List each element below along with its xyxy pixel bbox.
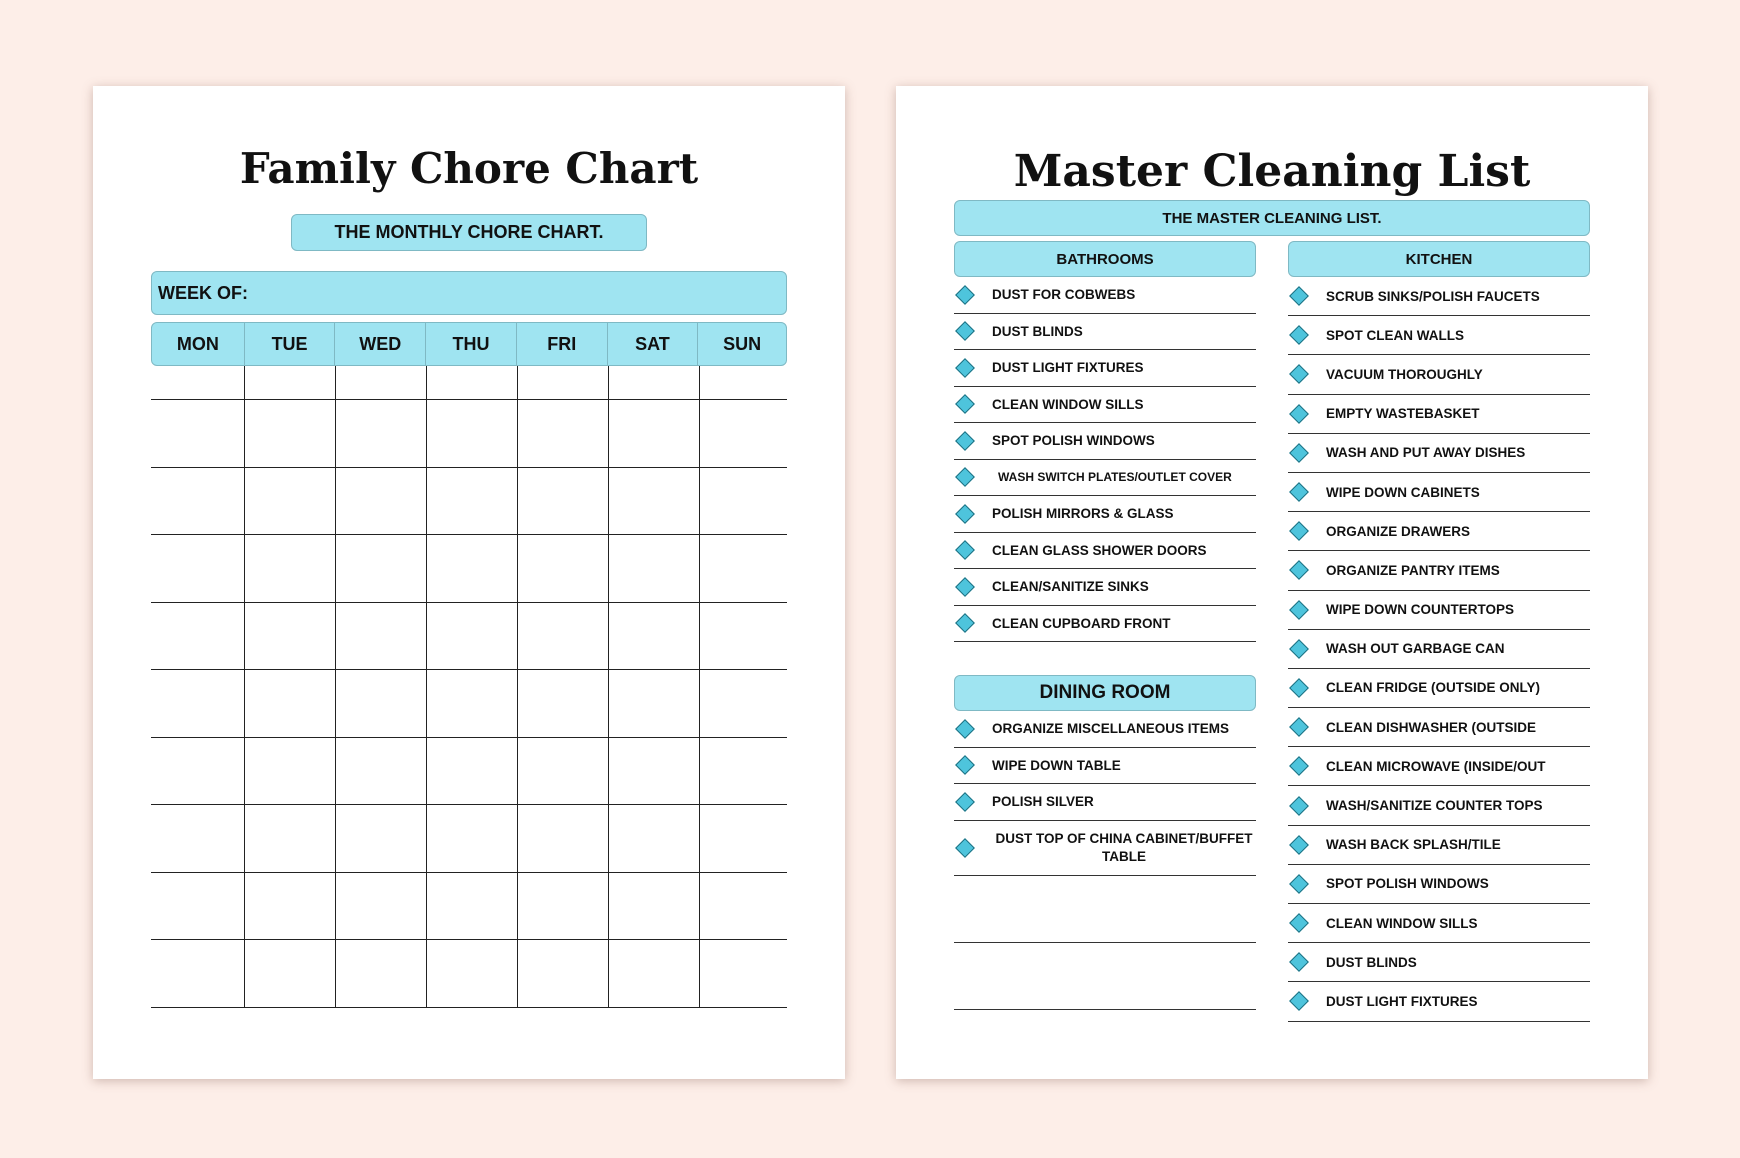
chore-grid-cell[interactable] xyxy=(426,737,517,805)
checklist-item[interactable] xyxy=(1288,434,1590,473)
chore-grid-cell[interactable] xyxy=(608,670,699,738)
diamond-bullet-icon[interactable] xyxy=(1289,913,1309,933)
chore-grid-cell[interactable] xyxy=(335,670,426,738)
checklist-item[interactable] xyxy=(954,711,1256,748)
day-header-row xyxy=(151,322,787,366)
checklist-item[interactable] xyxy=(954,533,1256,570)
chore-grid-row xyxy=(151,602,787,670)
chore-grid-cell[interactable] xyxy=(699,805,787,873)
day-header-tue: TUE xyxy=(245,323,336,365)
chore-grid-cell[interactable] xyxy=(608,366,699,400)
bathrooms-list xyxy=(954,277,1256,642)
checklist-item[interactable] xyxy=(1288,551,1590,590)
checklist-item-label: DUST LIGHT FIXTURES xyxy=(992,360,1144,376)
chore-grid-cell[interactable] xyxy=(699,872,787,940)
chore-grid-cell[interactable] xyxy=(517,602,608,670)
chore-grid-cell[interactable] xyxy=(517,737,608,805)
day-header-fri: FRI xyxy=(517,323,608,365)
diamond-bullet-icon[interactable] xyxy=(1289,639,1309,659)
checklist-item[interactable] xyxy=(1288,708,1590,747)
chore-grid-cell[interactable] xyxy=(608,535,699,603)
chore-grid-cell[interactable] xyxy=(244,670,335,738)
checklist-item-label: CLEAN WINDOW SILLS xyxy=(992,396,1144,412)
checklist-item-label: VACUUM THOROUGHLY xyxy=(1326,366,1483,382)
chore-grid-cell[interactable] xyxy=(151,940,244,1008)
checklist-item[interactable] xyxy=(954,748,1256,785)
diamond-bullet-icon[interactable] xyxy=(955,504,975,524)
checklist-item[interactable] xyxy=(1288,316,1590,355)
diamond-bullet-icon[interactable] xyxy=(955,467,975,487)
diamond-bullet-icon[interactable] xyxy=(955,431,975,451)
checklist-item-label: WIPE DOWN COUNTERTOPS xyxy=(1326,602,1515,618)
checklist-item-label: SPOT CLEAN WALLS xyxy=(1326,327,1464,343)
diamond-bullet-icon[interactable] xyxy=(1289,561,1309,581)
checklist-item-label: SCRUB SINKS/POLISH FAUCETS xyxy=(1326,288,1540,304)
checklist-item-label: WASH BACK SPLASH/TILE xyxy=(1326,837,1501,853)
checklist-item[interactable] xyxy=(954,423,1256,460)
checklist-item[interactable] xyxy=(1288,630,1590,669)
diamond-bullet-icon[interactable] xyxy=(1289,756,1309,776)
checklist-item[interactable] xyxy=(1288,865,1590,904)
chore-grid-cell[interactable] xyxy=(517,400,608,468)
chore-grid-cell[interactable] xyxy=(608,602,699,670)
checklist-item-label: DUST TOP OF CHINA CABINET/BUFFET TABLE xyxy=(995,830,1253,864)
chore-grid-cell[interactable] xyxy=(426,805,517,873)
chore-grid-cell[interactable] xyxy=(608,872,699,940)
chore-grid-cell[interactable] xyxy=(244,400,335,468)
chore-grid-cell[interactable] xyxy=(151,467,244,535)
checklist-item-label: CLEAN WINDOW SILLS xyxy=(1326,915,1478,931)
diamond-bullet-icon[interactable] xyxy=(955,719,975,739)
chore-grid-cell[interactable] xyxy=(335,400,426,468)
chore-grid-cell[interactable] xyxy=(244,535,335,603)
checklist-item-label: SPOT POLISH WINDOWS xyxy=(992,433,1155,449)
chore-grid-cell[interactable] xyxy=(151,400,244,468)
checklist-item-label: WASH OUT GARBAGE CAN xyxy=(1326,641,1505,657)
chore-chart-title: Family Chore Chart xyxy=(239,144,699,193)
checklist-item-label: ORGANIZE PANTRY ITEMS xyxy=(1326,562,1500,578)
blank-line[interactable] xyxy=(954,943,1256,1010)
chore-grid-cell[interactable] xyxy=(151,737,244,805)
checklist-item-label: CLEAN FRIDGE (OUTSIDE ONLY) xyxy=(1326,680,1541,696)
checklist-item[interactable] xyxy=(1288,277,1590,316)
diamond-bullet-icon[interactable] xyxy=(1289,835,1309,855)
chore-grid-row xyxy=(151,535,787,603)
diamond-bullet-icon[interactable] xyxy=(1289,796,1309,816)
chore-grid-cell[interactable] xyxy=(517,805,608,873)
checklist-item-label: CLEAN CUPBOARD FRONT xyxy=(992,615,1171,631)
chore-grid-cell[interactable] xyxy=(699,535,787,603)
chore-grid-cell[interactable] xyxy=(699,602,787,670)
chore-grid-cell[interactable] xyxy=(151,670,244,738)
chore-grid-cell[interactable] xyxy=(608,400,699,468)
chore-grid-cell[interactable] xyxy=(517,535,608,603)
checklist-item-label: CLEAN/SANITIZE SINKS xyxy=(992,579,1149,595)
chore-grid-cell[interactable] xyxy=(426,872,517,940)
chore-grid-cell[interactable] xyxy=(335,535,426,603)
diamond-bullet-icon[interactable] xyxy=(1289,443,1309,463)
chore-grid-cell[interactable] xyxy=(151,872,244,940)
checklist-item[interactable] xyxy=(1288,473,1590,512)
diamond-bullet-icon[interactable] xyxy=(1289,874,1309,894)
chore-grid-row xyxy=(151,467,787,535)
diamond-bullet-icon[interactable] xyxy=(1289,717,1309,737)
diamond-bullet-icon[interactable] xyxy=(1289,600,1309,620)
day-header-sat: SAT xyxy=(608,323,699,365)
chore-grid-cell[interactable] xyxy=(244,940,335,1008)
chore-grid-cell[interactable] xyxy=(699,366,787,400)
checklist-item-label: ORGANIZE MISCELLANEOUS ITEMS xyxy=(992,721,1230,737)
kitchen-list xyxy=(1288,277,1590,1022)
checklist-item-label: DUST BLINDS xyxy=(1326,954,1417,970)
checklist-item[interactable] xyxy=(1288,943,1590,982)
diamond-bullet-icon[interactable] xyxy=(955,285,975,305)
checklist-item-label: ORGANIZE DRAWERS xyxy=(1326,523,1471,539)
checklist-item-label: POLISH MIRRORS & GLASS xyxy=(992,506,1174,522)
checklist-item-label: CLEAN DISHWASHER (OUTSIDE xyxy=(1326,719,1537,735)
checklist-item[interactable] xyxy=(1288,591,1590,630)
chore-grid-cell[interactable] xyxy=(426,602,517,670)
checklist-item[interactable] xyxy=(954,460,1256,497)
chore-grid-cell[interactable] xyxy=(335,602,426,670)
checklist-item-label: WASH SWITCH PLATES/OUTLET COVER xyxy=(998,470,1232,485)
diamond-bullet-icon[interactable] xyxy=(955,792,975,812)
checklist-item-label: WASH/SANITIZE COUNTER TOPS xyxy=(1326,798,1543,814)
chore-grid-cell[interactable] xyxy=(517,366,608,400)
diamond-bullet-icon[interactable] xyxy=(955,838,975,858)
checklist-item[interactable] xyxy=(1288,355,1590,394)
chore-grid-cell[interactable] xyxy=(426,366,517,400)
checklist-item[interactable] xyxy=(1288,982,1590,1021)
diamond-bullet-icon[interactable] xyxy=(1289,325,1309,345)
chore-chart-page xyxy=(93,86,845,1079)
chore-grid-row xyxy=(151,366,787,400)
diamond-bullet-icon[interactable] xyxy=(1289,404,1309,424)
week-of-field[interactable]: WEEK OF: xyxy=(151,271,787,315)
checklist-item-label: POLISH SILVER xyxy=(992,794,1094,810)
chore-grid-cell[interactable] xyxy=(608,737,699,805)
day-header-mon: MON xyxy=(152,323,245,365)
chore-grid-cell[interactable] xyxy=(151,805,244,873)
checklist-item-label: DUST LIGHT FIXTURES xyxy=(1326,993,1478,1009)
chore-grid-cell[interactable] xyxy=(335,467,426,535)
chore-grid-cell[interactable] xyxy=(426,400,517,468)
master-cleaning-list-title: Master Cleaning List xyxy=(1013,146,1531,197)
monthly-chore-chart-banner: THE MONTHLY CHORE CHART. xyxy=(291,214,647,251)
chore-grid-cell[interactable] xyxy=(335,872,426,940)
chore-grid-cell[interactable] xyxy=(426,467,517,535)
checklist-item[interactable] xyxy=(954,314,1256,351)
chore-grid-row xyxy=(151,670,787,738)
checklist-item[interactable] xyxy=(954,496,1256,533)
chore-grid-cell[interactable] xyxy=(517,670,608,738)
day-header-sun: SUN xyxy=(723,333,762,354)
chore-grid-row xyxy=(151,400,787,468)
checklist-item[interactable] xyxy=(954,606,1256,643)
chore-grid-cell[interactable] xyxy=(335,737,426,805)
checklist-item[interactable] xyxy=(1288,669,1590,708)
diamond-bullet-icon[interactable] xyxy=(955,321,975,341)
checklist-item[interactable] xyxy=(1288,395,1590,434)
diamond-bullet-icon[interactable] xyxy=(955,613,975,633)
chore-grid-row xyxy=(151,940,787,1008)
chore-grid-cell[interactable] xyxy=(517,940,608,1008)
chore-grid-cell[interactable] xyxy=(244,805,335,873)
chore-grid-cell[interactable] xyxy=(517,467,608,535)
chore-grid-cell[interactable] xyxy=(608,940,699,1008)
kitchen-heading: KITCHEN xyxy=(1288,241,1590,277)
day-header-wed: WED xyxy=(335,323,426,365)
diamond-bullet-icon[interactable] xyxy=(955,358,975,378)
chore-grid xyxy=(151,366,787,1008)
chore-grid-cell[interactable] xyxy=(151,366,244,400)
diamond-bullet-icon[interactable] xyxy=(955,394,975,414)
checklist-item[interactable] xyxy=(1288,786,1590,825)
chore-grid-cell[interactable] xyxy=(699,940,787,1008)
diamond-bullet-icon[interactable] xyxy=(1289,365,1309,385)
chore-grid-cell[interactable] xyxy=(426,670,517,738)
diamond-bullet-icon[interactable] xyxy=(955,577,975,597)
diamond-bullet-icon[interactable] xyxy=(955,540,975,560)
checklist-item-label: DUST FOR COBWEBS xyxy=(992,287,1136,303)
master-cleaning-list-page xyxy=(896,86,1648,1079)
checklist-item[interactable] xyxy=(954,350,1256,387)
chore-grid-table xyxy=(151,366,787,1008)
checklist-item[interactable] xyxy=(954,821,1256,876)
chore-grid-cell[interactable] xyxy=(244,872,335,940)
chore-grid-cell[interactable] xyxy=(699,400,787,468)
checklist-item-label: CLEAN MICROWAVE (INSIDE/OUT xyxy=(1326,758,1546,774)
checklist-item[interactable] xyxy=(1288,512,1590,551)
checklist-item-label: WASH AND PUT AWAY DISHES xyxy=(1326,445,1526,461)
diamond-bullet-icon[interactable] xyxy=(955,755,975,775)
checklist-item-label: WIPE DOWN CABINETS xyxy=(1326,484,1480,500)
diamond-bullet-icon[interactable] xyxy=(1289,992,1309,1012)
checklist-item-label: EMPTY WASTEBASKET xyxy=(1326,406,1480,422)
diamond-bullet-icon[interactable] xyxy=(1289,521,1309,541)
dining-room-heading: DINING ROOM xyxy=(954,675,1256,711)
chore-grid-cell[interactable] xyxy=(335,940,426,1008)
diamond-bullet-icon[interactable] xyxy=(1289,678,1309,698)
chore-grid-cell[interactable] xyxy=(151,535,244,603)
chore-grid-cell[interactable] xyxy=(335,366,426,400)
diamond-bullet-icon[interactable] xyxy=(1289,952,1309,972)
chore-grid-cell[interactable] xyxy=(335,805,426,873)
checklist-item[interactable] xyxy=(1288,904,1590,943)
chore-grid-cell[interactable] xyxy=(151,602,244,670)
checklist-item[interactable] xyxy=(954,569,1256,606)
checklist-item-label: WIPE DOWN TABLE xyxy=(992,757,1121,773)
checklist-item[interactable] xyxy=(1288,747,1590,786)
chore-grid-cell[interactable] xyxy=(517,872,608,940)
checklist-item-label: SPOT POLISH WINDOWS xyxy=(1326,876,1489,892)
blank-line[interactable] xyxy=(954,876,1256,943)
master-cleaning-list-banner: THE MASTER CLEANING LIST. xyxy=(954,200,1590,236)
checklist-item[interactable] xyxy=(954,387,1256,424)
chore-grid-row xyxy=(151,805,787,873)
chore-grid-cell[interactable] xyxy=(608,467,699,535)
chore-grid-cell[interactable] xyxy=(244,366,335,400)
diamond-bullet-icon[interactable] xyxy=(1289,482,1309,502)
chore-grid-row xyxy=(151,872,787,940)
checklist-item[interactable] xyxy=(1288,826,1590,865)
chore-grid-cell[interactable] xyxy=(244,737,335,805)
checklist-item-label: CLEAN GLASS SHOWER DOORS xyxy=(992,542,1207,558)
chore-grid-cell[interactable] xyxy=(608,805,699,873)
bathrooms-heading: BATHROOMS xyxy=(954,241,1256,277)
checklist-item[interactable] xyxy=(954,277,1256,314)
checklist-item[interactable] xyxy=(954,784,1256,821)
chore-grid-cell[interactable] xyxy=(699,737,787,805)
chore-grid-cell[interactable] xyxy=(244,602,335,670)
chore-grid-cell[interactable] xyxy=(426,535,517,603)
day-header-thu: THU xyxy=(426,323,517,365)
chore-grid-cell[interactable] xyxy=(699,670,787,738)
dining-room-list xyxy=(954,711,1256,1010)
chore-grid-cell[interactable] xyxy=(699,467,787,535)
chore-grid-cell[interactable] xyxy=(244,467,335,535)
diamond-bullet-icon[interactable] xyxy=(1289,286,1309,306)
checklist-item-label: DUST BLINDS xyxy=(992,323,1083,339)
chore-grid-cell[interactable] xyxy=(426,940,517,1008)
chore-grid-row xyxy=(151,737,787,805)
